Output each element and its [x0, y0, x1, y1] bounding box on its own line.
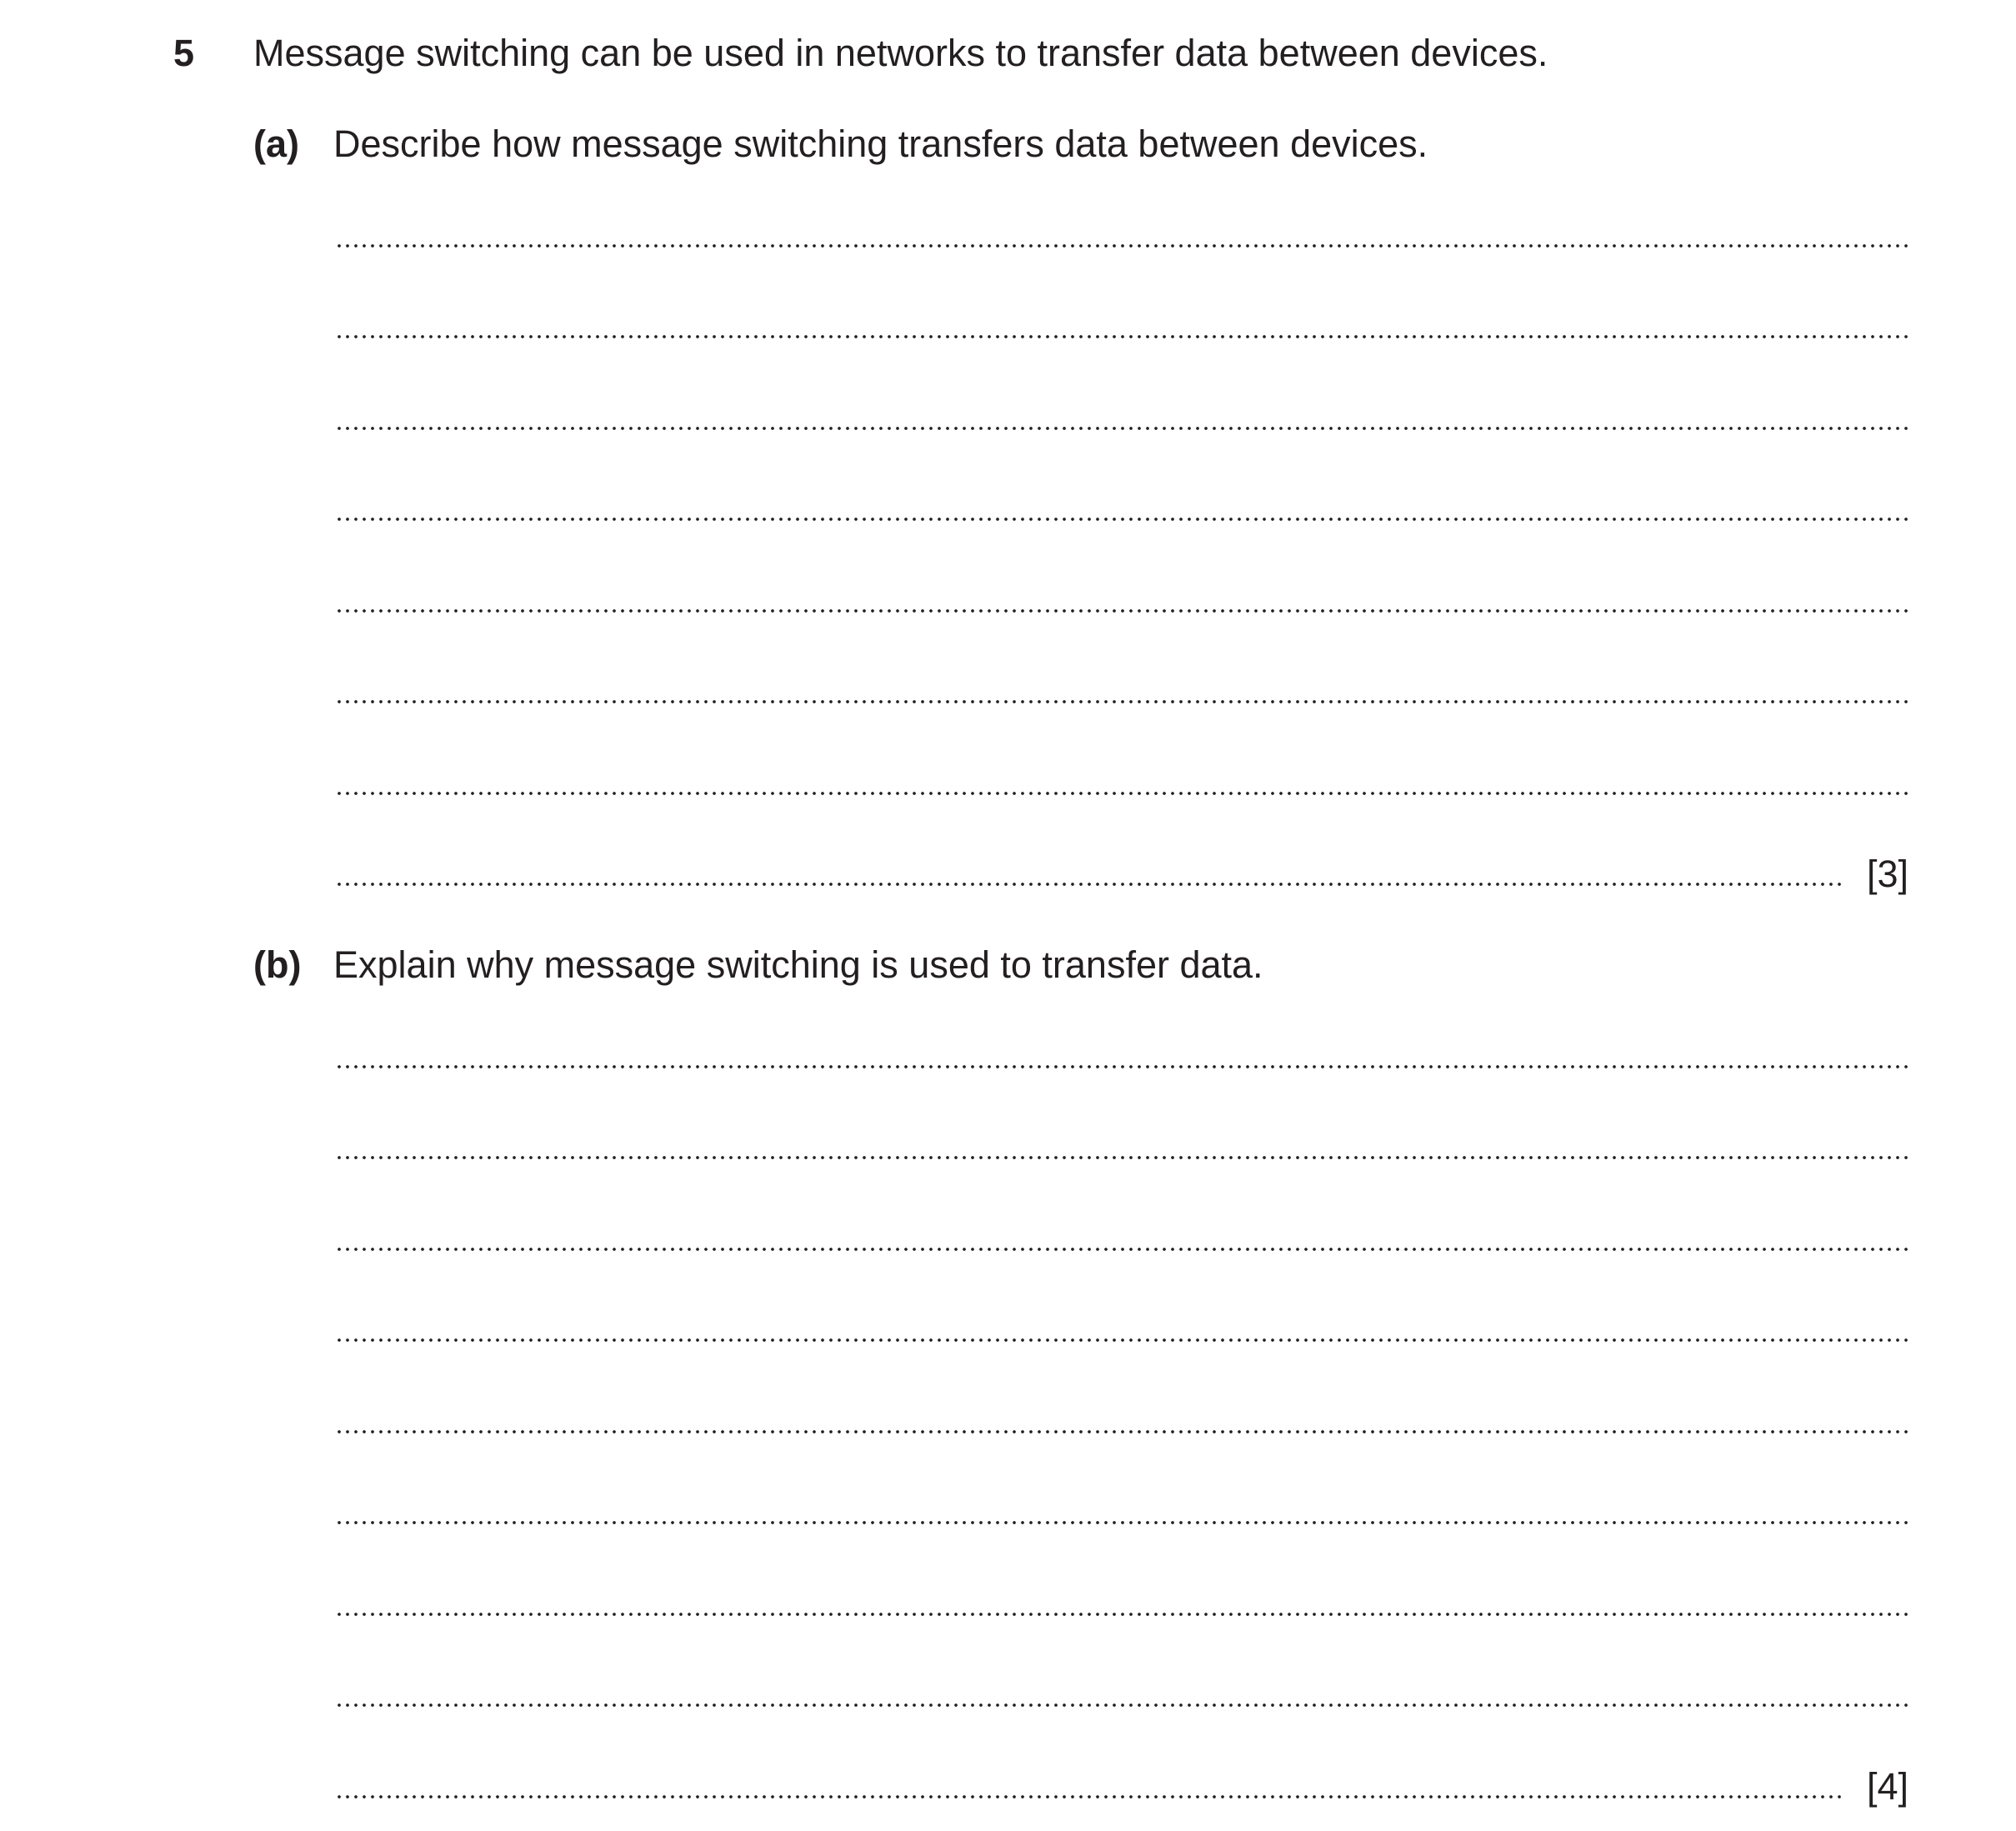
answer-line[interactable]: [335, 430, 1908, 522]
answer-line[interactable]: [335, 1251, 1908, 1343]
answer-line[interactable]: [335, 156, 1908, 248]
answer-line[interactable]: [335, 1707, 1908, 1808]
answer-line[interactable]: [335, 1433, 1908, 1525]
answer-line[interactable]: [335, 1159, 1908, 1251]
part-a-label: (a): [253, 123, 299, 165]
dotted-line: [335, 1795, 1843, 1798]
answer-line[interactable]: [335, 977, 1908, 1068]
answer-line[interactable]: [335, 1068, 1908, 1160]
part-b-answer-lines[interactable]: [335, 977, 1908, 1808]
answer-line[interactable]: [335, 521, 1908, 613]
answer-line[interactable]: [335, 703, 1908, 795]
part-b-text: Explain why message switching is used to transfer data.: [333, 943, 1263, 986]
answer-line[interactable]: [335, 1342, 1908, 1433]
answer-line[interactable]: [335, 613, 1908, 704]
question-stem: Message switching can be used in networks to transfer data between devices.: [253, 32, 1548, 74]
marks-label: [4]: [1866, 1764, 1908, 1808]
question-number: 5: [173, 32, 195, 74]
answer-line[interactable]: [335, 795, 1908, 895]
answer-line[interactable]: [335, 1616, 1908, 1708]
part-a-text: Describe how message switching transfers data between devices.: [333, 123, 1428, 165]
answer-line[interactable]: [335, 1524, 1908, 1616]
marks-label: [3]: [1866, 853, 1908, 895]
dotted-line: [335, 883, 1843, 886]
answer-line[interactable]: [335, 338, 1908, 430]
answer-line[interactable]: [335, 248, 1908, 339]
part-b-label: (b): [253, 943, 302, 986]
part-a-answer-lines[interactable]: [335, 156, 1908, 895]
